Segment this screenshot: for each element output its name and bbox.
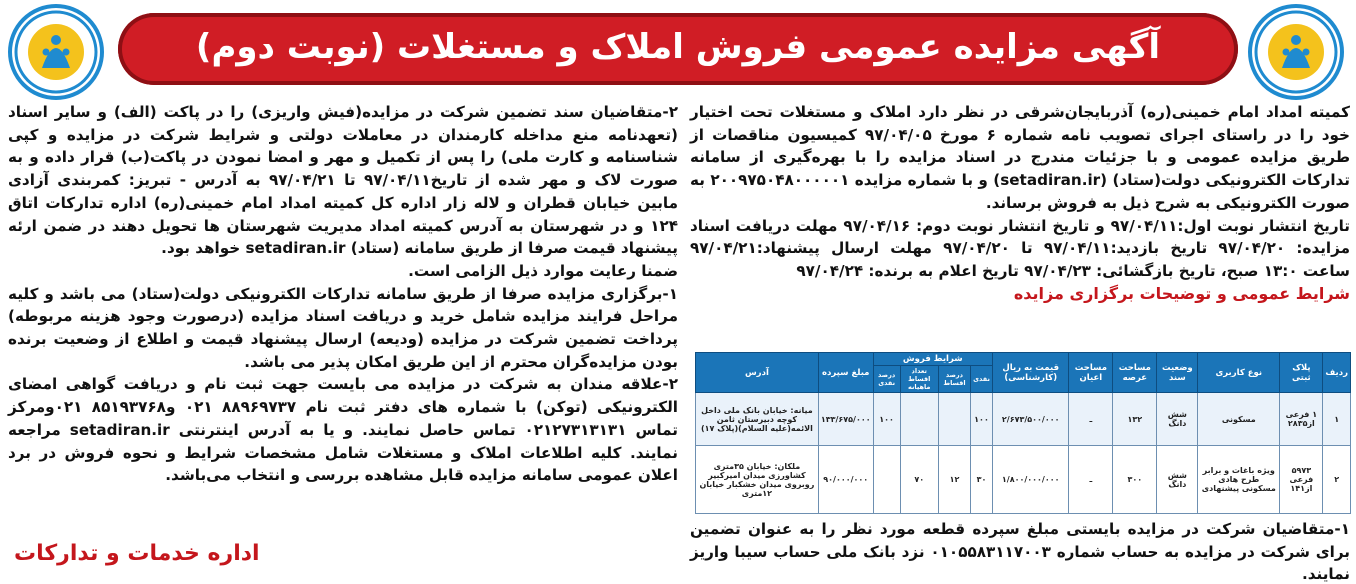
header-deposit: مبلغ سپرده — [818, 353, 873, 393]
cell-row: ۲ — [1323, 446, 1351, 514]
header-plate: پلاک ثبتی — [1280, 353, 1323, 393]
cell-area: ۳۰۰ — [1113, 446, 1157, 514]
signature: اداره خدمات و تدارکات — [14, 541, 260, 566]
cell-cash: ۱۰۰ — [971, 393, 993, 446]
cell-installment-pct — [938, 393, 970, 446]
cell-installment-months: ۷۰ — [900, 446, 938, 514]
auction-table — [695, 352, 1351, 514]
cell-building-area: ـ — [1069, 393, 1113, 446]
cell-deposit: ۱۳۳/۶۷۵/۰۰۰ — [818, 393, 873, 446]
cell-cash: ۳۰ — [971, 446, 993, 514]
cell-installment-months — [900, 393, 938, 446]
emdad-committee-logo-icon — [8, 4, 104, 100]
cell-address: ملکان: خیابان ۳۵متری کشاورزی میدان امیرکبیر روبروی میدان خشکبار خیابان ۱۲متری — [696, 446, 819, 514]
condition-item-1: ۱-متقاضیان شرکت در مزایده بایستی مبلغ سپرده قطعه مورد نظر را به عنوان تضمین برای شرکت در مزایده به حساب شماره ۰۱۰۵۵۸۳۱۱۷۰۰۳ نزد بانک ملی حساب سیبا واریز نمایند. — [690, 520, 1350, 584]
header-row: ردیف — [1323, 353, 1351, 393]
requirements-note: ضمنا رعایت موارد ذیل الزامی است. — [408, 261, 678, 280]
cell-plate: ۱ فرعی از۲۸۳۵ — [1280, 393, 1323, 446]
header-cash: نقدی — [971, 366, 993, 393]
cell-address: میانه: خیابان بانک ملی داخل کوچه دبیرستان ثامن الائمه(علیه السلام)(پلاک ۱۷) — [696, 393, 819, 446]
emdad-committee-logo-icon — [1248, 4, 1344, 100]
header-usage: نوع کاربری — [1198, 353, 1280, 393]
cell-cash-pct — [873, 446, 900, 514]
header-ownership: وضعیت سند — [1157, 353, 1198, 393]
cell-installment-pct: ۱۲ — [938, 446, 970, 514]
cell-row: ۱ — [1323, 393, 1351, 446]
item1-block — [690, 518, 1350, 584]
requirement-point-1: ۱-برگزاری مزایده صرفا از طریق سامانه تدارکات الکترونیکی دولت(ستاد) می باشد و کلیه مراحل فرایند مزایده شامل خرید و دریافت اسناد مزایده (درصورت وجود هزینه مربوطه) پرداخت تضمین شرکت در مزایده (ودیعه) ارسال پیشنهاد قیمت و اطلاع از وضعیت برنده بودن مزایده‌گران محترم از این طریق امکان پذیر می باشد. — [8, 284, 678, 371]
cell-price: ۱/۸۰۰/۰۰۰/۰۰۰ — [992, 446, 1069, 514]
left-column — [8, 101, 678, 487]
cell-usage: ویژه باغات و برابر طرح هادی مسکونی پیشنهادی — [1198, 446, 1280, 514]
header-cash-pct: درصد نقدی — [873, 366, 900, 393]
cell-cash-pct: ۱۰۰ — [873, 393, 900, 446]
page-title: آگهی مزایده عمومی فروش املاک و مستغلات (نوبت دوم) — [195, 27, 1161, 67]
cell-usage: مسکونی — [1198, 393, 1280, 446]
requirement-point-2: ۲-علاقه مندان به شرکت در مزایده می بایست جهت ثبت نام و دریافت گواهی امضای الکترونیکی (توکن) با شماره های دفتر ثبت نام ۸۸۹۶۹۷۳۷ ۰۲۱ و۸۵۱۹۳۷۶۸ ۰۲۱ومرکز تماس ۰۲۱۲۷۳۱۳۱۳۱ تماس حاصل نمایند. و یا به آدرس اینترنتی setadiran.ir مراجعه نمایند. کلیه اطلاعات املاک و مستغلات شامل مشخصات شرایط و نحوه فروش در برد اعلان عمومی سامانه مزایده قابل مشاهده بررسی و انتخاب می‌باشد. — [8, 375, 678, 485]
condition-item-2: ۲-متقاضیان سند تضمین شرکت در مزایده(فیش واریزی) را در پاکت (الف) و سایر اسناد (تعهدنامه منع مداخله کارمندان در معاملات دولتی و شرایط شرکت در مزایده و کپی شناسنامه و کارت ملی) را پس از تکمیل و مهر و امضا نمودن در پاکت(ب) قرار داده و به صورت لاک و مهر شده از تاریخ۹۷/۰۴/۱۱ تا ۹۷/۰۴/۲۱ به آدرس - تبریز: کمربندی آزادی مابین خیابان قطران و لاله زار اداره کل کمیته امداد امام خمینی(ره) اداره تدارکات اتاق ۱۲۴ و در شهرستان به آدرس کمیته امداد مدیریت شهرستان ها تحویل دهند در ضمن ارئه پیشنهاد قیمت صرفا از طریق سامانه (ستاد) setadiran.ir خواهد بود. — [8, 103, 679, 258]
header-area: مساحت عرصه — [1113, 353, 1157, 393]
table-row — [696, 393, 1351, 446]
cell-ownership: شش دانگ — [1157, 393, 1198, 446]
intro-paragraph: کمیته امداد امام خمینی(ره) آذربایجان‌شرقی در نظر دارد املاک و مستغلات تحت اختیار خود را در راستای اجرای تصویب نامه شماره ۶ مورخ ۹۷/۰۴/۰۵ کمیسیون مناقصات از طریق مزایده عمومی و با جزئیات مندرج در اسناد مزایده را با بهره‌گیری از سامانه تدارکات الکترونیکی دولت(ستاد) (setadiran.ir) و با شماره مزایده ۲۰۰۹۷۵۰۴۸۰۰۰۰۰۱ به صورت الکترونیکی به شرح ذیل به فروش برساند. — [690, 103, 1351, 212]
right-column — [690, 101, 1350, 305]
table-row — [696, 446, 1351, 514]
cell-area: ۱۳۲ — [1113, 393, 1157, 446]
cell-deposit: ۹۰/۰۰۰/۰۰۰ — [818, 446, 873, 514]
cell-plate: ۵۹۷۳ فرعی از۱۴۱ — [1280, 446, 1323, 514]
header-installment-pct: درصد اقساط — [938, 366, 970, 393]
title-banner — [118, 13, 1238, 85]
header-address: آدرس — [696, 353, 819, 393]
dates-paragraph: تاریخ انتشار نوبت اول:۹۷/۰۴/۱۱ و تاریخ انتشار نوبت دوم: ۹۷/۰۴/۱۶ مهلت دریافت اسناد مزایده: ۹۷/۰۴/۲۰ تاریخ بازدید:۹۷/۰۴/۱۱ تا ۹۷/۰۴/۲۰ مهلت ارسال پیشنهاد:۹۷/۰۴/۲۱ ساعت ۱۳:۰ صبح، تاریخ بازگشائی: ۹۷/۰۴/۲۳ تاریخ اعلام به برنده: ۹۷/۰۴/۲۴ — [690, 216, 1350, 280]
header-installment-months: تعداد اقساط ماهیانه — [900, 366, 938, 393]
conditions-title: شرایط عمومی و توضیحات برگزاری مزایده — [1013, 283, 1350, 303]
cell-building-area: ـ — [1069, 446, 1113, 514]
header-sale-terms: شرایط فروش — [873, 353, 992, 366]
header-price: قیمت به ریال (کارشناسی) — [992, 353, 1069, 393]
cell-price: ۲/۶۷۳/۵۰۰/۰۰۰ — [992, 393, 1069, 446]
cell-ownership: شش دانگ — [1157, 446, 1198, 514]
header-building-area: مساحت اعیان — [1069, 353, 1113, 393]
